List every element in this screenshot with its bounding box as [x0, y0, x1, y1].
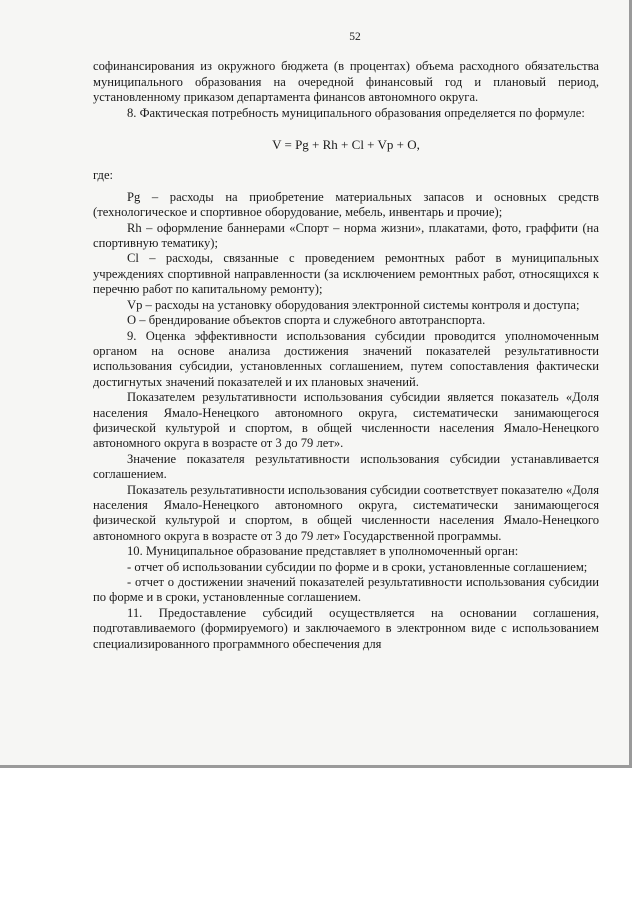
page-number: 52 [349, 31, 361, 43]
definition-pg: Pg – расходы на приобретение материальных запасов и основных средств (технологическое и спортивное оборудование, мебель, инвентарь и прочие); [93, 189, 599, 220]
document-body [93, 30, 599, 652]
paragraph-indicator: Показателем результативности использования субсидии является показатель «Доля населения Ямало-Ненецкого автономного округа, систематически занимающегося физической культурой и спортом, в общей численности населения Ямало-Ненецкого автономного округа в возрасте от 3 до 79 лет». [93, 390, 599, 451]
paragraph-11: 11. Предоставление субсидий осуществляется на основании соглашения, подготавливаемого (формируемого) и заключаемого в электронном виде с использованием специализированного программного обеспечения для [93, 605, 599, 651]
paragraph-10: 10. Муниципальное образование представляет в уполномоченный орган: [127, 544, 519, 559]
paragraph-10-report-usage: - отчет об использовании субсидии по форме и в сроки, установленные соглашением; [127, 559, 588, 574]
definition-rh: Rh – оформление баннерами «Спорт – норма жизни», плакатами, фото, граффити (на спортивную тематику); [93, 220, 599, 251]
formula: V = Pg + Rh + Cl + Vp + O, [272, 137, 420, 153]
paragraph-8: 8. Фактическая потребность муниципального образования определяется по формуле: [127, 105, 585, 120]
definition-cl: Cl – расходы, связанные с проведением ремонтных работ в муниципальных учреждениях спортивной направленности (за исключением ремонтных работ, относящихся к перечню работ по капитальному ремонту); [93, 251, 599, 297]
definition-vp: Vp – расходы на установку оборудования электронной системы контроля и доступа; [127, 297, 580, 312]
paragraph-indicator-value: Значение показателя результативности использования субсидии устанавливается соглашением. [93, 451, 599, 482]
paragraph-10-report-results: - отчет о достижении значений показателей результативности использования субсидии по форме и в сроки, установленные соглашением. [93, 575, 599, 605]
paragraph-9: 9. Оценка эффективности использования субсидии проводится уполномоченным органом на основе анализа достижения значений показателей результативности использования субсидии, установленных соглашением, путем сопоставления фактически достигнутых значений показателей и их плановых значений. [93, 328, 599, 389]
definition-o: O – брендирование объектов спорта и служебного автотранспорта. [127, 313, 486, 328]
where-label: где: [93, 168, 114, 183]
paragraph-indicator-corresponds: Показатель результативности использования субсидии соответствует показателю «Доля населения Ямало-Ненецкого автономного округа, систематически занимающегося физической культурой и спортом, в общей численности населения Ямало-Ненецкого автономного округа в возрасте от 3 до 79 лет» Государственной программы. [93, 482, 599, 543]
paragraph-cofinancing: софинансирования из окружного бюджета (в процентах) объема расходного обязательства муниципального образования на очередной финансовый год и плановый период, установленному приказом департамента финансов автономного округа. [93, 59, 599, 105]
